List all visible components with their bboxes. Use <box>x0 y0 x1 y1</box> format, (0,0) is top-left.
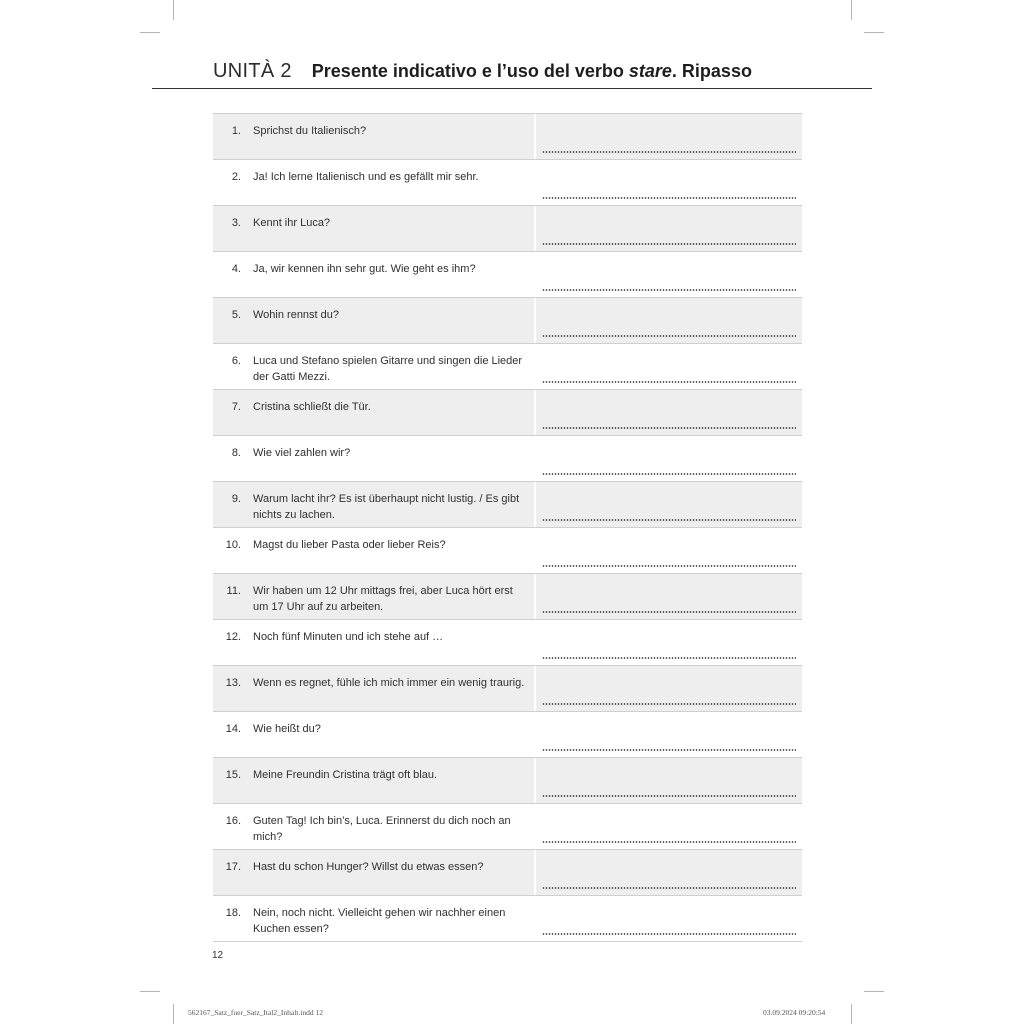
unit-label: UNITÀ 2 <box>213 60 292 82</box>
answer-cell[interactable] <box>534 298 802 343</box>
crop-mark-right-bottom <box>864 991 884 992</box>
item-number: 4. <box>231 263 241 275</box>
title-text-end: . Ripasso <box>671 61 752 81</box>
item-number: 9. <box>231 493 241 505</box>
table-row <box>213 804 802 850</box>
question-cell <box>213 298 534 343</box>
sentence-text: Meine Freundin Cristina trägt oft blau. <box>253 769 438 781</box>
sentence-text: Wie heißt du? <box>253 723 321 735</box>
dotted-answer-line <box>542 289 796 291</box>
item-number: 13. <box>225 677 241 689</box>
sentence-text: Magst du lieber Pasta oder lieber Reis? <box>253 539 446 551</box>
table-row <box>213 344 802 390</box>
question-cell <box>213 758 534 803</box>
question-cell <box>213 252 534 297</box>
item-number: 16. <box>225 815 241 827</box>
dotted-answer-line <box>542 381 796 383</box>
dotted-answer-line <box>542 565 796 567</box>
question-cell <box>213 436 534 481</box>
sentence-text: Ja, wir kennen ihn sehr gut. Wie geht es ihm? <box>253 263 476 275</box>
item-number: 6. <box>231 355 241 367</box>
dotted-answer-line <box>542 519 796 521</box>
answer-cell[interactable] <box>534 390 802 435</box>
sentence-text: Wie viel zahlen wir? <box>253 447 351 459</box>
table-row <box>213 666 802 712</box>
dotted-answer-line <box>542 841 796 843</box>
exercise-table <box>213 113 802 942</box>
table-row <box>213 712 802 758</box>
table-row <box>213 574 802 620</box>
table-row <box>213 436 802 482</box>
table-row <box>213 482 802 528</box>
dotted-answer-line <box>542 427 796 429</box>
question-cell <box>213 574 534 619</box>
item-number: 8. <box>231 447 241 459</box>
sentence-text: Luca und Stefano spielen Gitarre und singen die Lieder der Gatti Mezzi. <box>253 355 523 383</box>
answer-cell[interactable] <box>534 436 802 481</box>
answer-cell[interactable] <box>534 666 802 711</box>
sentence-text: Wohin rennst du? <box>253 309 340 321</box>
question-cell <box>213 160 534 205</box>
item-number: 10. <box>225 539 241 551</box>
dotted-answer-line <box>542 703 796 705</box>
dotted-answer-line <box>542 749 796 751</box>
sentence-text: Cristina schließt die Tür. <box>253 401 371 413</box>
item-number: 18. <box>225 907 241 919</box>
item-number: 14. <box>225 723 241 735</box>
question-cell <box>213 114 534 159</box>
answer-cell[interactable] <box>534 758 802 803</box>
item-number: 1. <box>231 125 241 137</box>
item-number: 5. <box>231 309 241 321</box>
answer-cell[interactable] <box>534 160 802 205</box>
sentence-text: Kennt ihr Luca? <box>253 217 331 229</box>
answer-cell[interactable] <box>534 896 802 941</box>
sentence-text: Noch fünf Minuten und ich stehe auf … <box>253 631 444 643</box>
table-row <box>213 896 802 942</box>
item-number: 3. <box>231 217 241 229</box>
question-cell <box>213 896 534 941</box>
sentence-text: Warum lacht ihr? Es ist überhaupt nicht lustig. / Es gibt nichts zu lachen. <box>253 493 520 521</box>
question-cell <box>213 390 534 435</box>
item-number: 11. <box>226 585 241 597</box>
title-italic-verb: stare <box>628 61 672 81</box>
question-cell <box>213 712 534 757</box>
item-number: 15. <box>225 769 241 781</box>
crop-mark-left-bottom <box>140 991 160 992</box>
answer-cell[interactable] <box>534 482 802 527</box>
answer-cell[interactable] <box>534 206 802 251</box>
sentence-text: Nein, noch nicht. Vielleicht gehen wir nachher einen Kuchen essen? <box>253 907 506 935</box>
dotted-answer-line <box>542 151 796 153</box>
answer-cell[interactable] <box>534 712 802 757</box>
page-header <box>213 60 752 83</box>
table-row <box>213 758 802 804</box>
title-text-start: Presente indicativo e l’uso del verbo <box>311 61 629 81</box>
dotted-answer-line <box>542 243 796 245</box>
table-row <box>213 114 802 160</box>
answer-cell[interactable] <box>534 850 802 895</box>
table-row <box>213 160 802 206</box>
question-cell <box>213 344 534 389</box>
page-number: 12 <box>212 950 224 961</box>
answer-cell[interactable] <box>534 804 802 849</box>
table-row <box>213 390 802 436</box>
item-number: 12. <box>225 631 241 643</box>
sentence-text: Wir haben um 12 Uhr mittags frei, aber Luca hört erst um 17 Uhr auf zu arbeiten. <box>253 585 513 613</box>
crop-mark-top-right <box>851 0 852 20</box>
dotted-answer-line <box>542 197 796 199</box>
slug-filename: 562167_Satz_fuer_Satz_Ital2_Inhalt.indd 12 <box>188 1008 323 1017</box>
dotted-answer-line <box>542 657 796 659</box>
dotted-answer-line <box>542 611 796 613</box>
dotted-answer-line <box>542 795 796 797</box>
slug-datetime: 03.09.2024 09:20:54 <box>763 1008 826 1017</box>
crop-mark-bottom-right <box>851 1004 852 1024</box>
item-number: 7. <box>231 401 241 413</box>
dotted-answer-line <box>542 473 796 475</box>
table-row <box>213 206 802 252</box>
question-cell <box>213 666 534 711</box>
sentence-text: Wenn es regnet, fühle ich mich immer ein wenig traurig. <box>253 677 525 689</box>
header-rule <box>152 88 872 89</box>
table-row <box>213 528 802 574</box>
crop-mark-top-left <box>173 0 174 20</box>
question-cell <box>213 850 534 895</box>
crop-mark-right-top <box>864 32 884 33</box>
answer-cell[interactable] <box>534 252 802 297</box>
question-cell <box>213 482 534 527</box>
answer-cell[interactable] <box>534 574 802 619</box>
dotted-answer-line <box>542 933 796 935</box>
answer-cell[interactable] <box>534 528 802 573</box>
sentence-text: Ja! Ich lerne Italienisch und es gefällt mir sehr. <box>253 171 479 183</box>
table-row <box>213 620 802 666</box>
item-number: 17. <box>225 861 241 873</box>
table-row <box>213 252 802 298</box>
question-cell <box>213 528 534 573</box>
answer-cell[interactable] <box>534 620 802 665</box>
sentence-text: Sprichst du Italienisch? <box>253 125 367 137</box>
dotted-answer-line <box>542 335 796 337</box>
sentence-text: Hast du schon Hunger? Willst du etwas essen? <box>253 861 484 873</box>
dotted-answer-line <box>542 887 796 889</box>
page-title <box>312 61 752 82</box>
question-cell <box>213 206 534 251</box>
table-row <box>213 298 802 344</box>
answer-cell[interactable] <box>534 344 802 389</box>
answer-cell[interactable] <box>534 114 802 159</box>
question-cell <box>213 620 534 665</box>
sentence-text: Guten Tag! Ich bin’s, Luca. Erinnerst du dich noch an mich? <box>253 815 511 843</box>
crop-mark-bottom-left <box>173 1004 174 1024</box>
crop-mark-left-top <box>140 32 160 33</box>
question-cell <box>213 804 534 849</box>
item-number: 2. <box>231 171 241 183</box>
table-row <box>213 850 802 896</box>
